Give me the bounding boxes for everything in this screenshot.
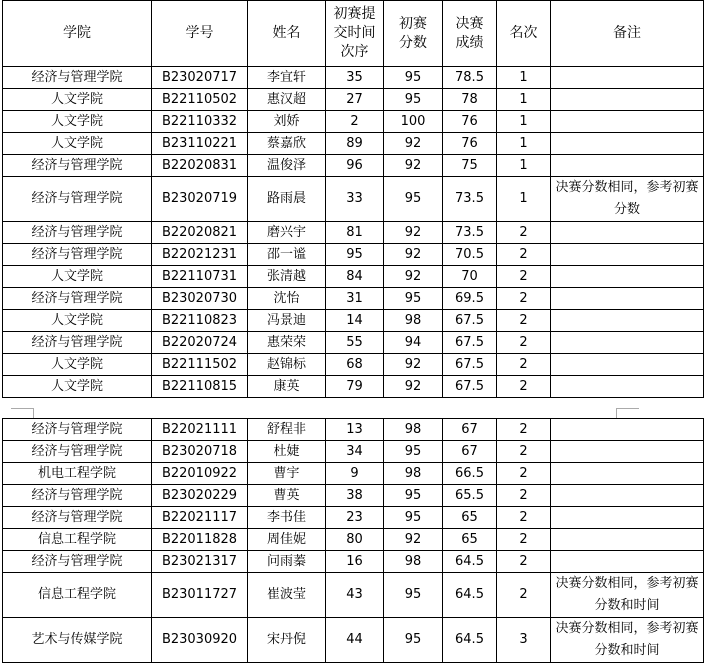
cell-submit-order: 23 [326,507,384,529]
cell-rank: 1 [497,133,551,155]
cell-note [551,244,704,266]
cell-college: 人文学院 [3,133,152,155]
table-row [3,529,704,551]
cell-prelim-score: 92 [384,266,443,288]
cell-submit-order: 68 [326,354,384,376]
cell-prelim-score: 92 [384,244,443,266]
header-submit-order: 初赛提 交时间 次序 [326,1,384,67]
header-student-id: 学号 [152,1,248,67]
cell-name: 刘娇 [248,111,326,133]
cell-prelim-score: 100 [384,111,443,133]
cell-submit-order: 44 [326,618,384,663]
cell-rank: 2 [497,288,551,310]
cell-rank: 3 [497,618,551,663]
cell-student-id: B23030920 [152,618,248,663]
cell-student-id: B22021231 [152,244,248,266]
cell-name: 蔡嘉欣 [248,133,326,155]
cell-final-score: 67 [443,419,497,441]
cell-name: 邵一谧 [248,244,326,266]
table-row [3,310,704,332]
cell-submit-order: 34 [326,441,384,463]
cell-college: 人文学院 [3,89,152,111]
cell-submit-order: 89 [326,133,384,155]
page-corner-mark-right [616,408,639,418]
cell-prelim-score: 92 [384,222,443,244]
cell-note [551,354,704,376]
header-name: 姓名 [248,1,326,67]
cell-final-score: 76 [443,133,497,155]
cell-note [551,89,704,111]
cell-prelim-score: 95 [384,288,443,310]
cell-note [551,463,704,485]
cell-prelim-score: 95 [384,507,443,529]
cell-college: 经济与管理学院 [3,244,152,266]
cell-college: 经济与管理学院 [3,485,152,507]
cell-college: 经济与管理学院 [3,332,152,354]
cell-student-id: B22020724 [152,332,248,354]
cell-prelim-score: 95 [384,618,443,663]
cell-note [551,222,704,244]
cell-student-id: B22111502 [152,354,248,376]
table-row [3,354,704,376]
cell-name: 曹英 [248,485,326,507]
cell-rank: 2 [497,463,551,485]
table-row [3,441,704,463]
cell-final-score: 76 [443,111,497,133]
cell-college: 艺术与传媒学院 [3,618,152,663]
cell-prelim-score: 94 [384,332,443,354]
cell-name: 赵锦标 [248,354,326,376]
cell-final-score: 67.5 [443,354,497,376]
cell-student-id: B23110221 [152,133,248,155]
cell-note [551,133,704,155]
cell-submit-order: 81 [326,222,384,244]
cell-note: 决赛分数相同，参考初赛分数和时间 [551,573,704,618]
cell-college: 人文学院 [3,111,152,133]
cell-prelim-score: 95 [384,441,443,463]
table-row [3,463,704,485]
cell-student-id: B23020229 [152,485,248,507]
cell-prelim-score: 95 [384,177,443,222]
header-rank: 名次 [497,1,551,67]
header-college: 学院 [3,1,152,67]
cell-name: 路雨晨 [248,177,326,222]
cell-student-id: B22110815 [152,376,248,398]
cell-final-score: 73.5 [443,177,497,222]
cell-rank: 2 [497,441,551,463]
cell-prelim-score: 92 [384,155,443,177]
table-row [3,155,704,177]
cell-note [551,310,704,332]
table-row [3,419,704,441]
cell-name: 惠汉超 [248,89,326,111]
cell-final-score: 66.5 [443,463,497,485]
cell-rank: 2 [497,573,551,618]
cell-rank: 1 [497,111,551,133]
cell-college: 经济与管理学院 [3,441,152,463]
cell-note [551,332,704,354]
cell-college: 信息工程学院 [3,529,152,551]
cell-submit-order: 9 [326,463,384,485]
cell-rank: 2 [497,485,551,507]
cell-college: 人文学院 [3,266,152,288]
cell-rank: 2 [497,529,551,551]
cell-final-score: 67 [443,441,497,463]
cell-name: 康英 [248,376,326,398]
cell-college: 人文学院 [3,376,152,398]
cell-rank: 1 [497,177,551,222]
cell-note [551,507,704,529]
cell-final-score: 65.5 [443,485,497,507]
cell-name: 舒程非 [248,419,326,441]
cell-final-score: 67.5 [443,376,497,398]
cell-submit-order: 80 [326,529,384,551]
cell-rank: 2 [497,222,551,244]
cell-student-id: B22020831 [152,155,248,177]
ranking-table-page-1 [2,0,704,398]
cell-prelim-score: 95 [384,89,443,111]
cell-rank: 2 [497,354,551,376]
cell-rank: 1 [497,155,551,177]
cell-college: 经济与管理学院 [3,288,152,310]
cell-prelim-score: 92 [384,133,443,155]
table-row [3,288,704,310]
cell-submit-order: 84 [326,266,384,288]
cell-final-score: 70.5 [443,244,497,266]
cell-college: 经济与管理学院 [3,419,152,441]
cell-student-id: B22011828 [152,529,248,551]
cell-rank: 2 [497,244,551,266]
cell-student-id: B22020821 [152,222,248,244]
table-row [3,222,704,244]
cell-name: 问雨蓁 [248,551,326,573]
table-row [3,67,704,89]
cell-note [551,551,704,573]
cell-submit-order: 16 [326,551,384,573]
cell-note [551,376,704,398]
cell-college: 经济与管理学院 [3,67,152,89]
cell-rank: 2 [497,551,551,573]
cell-name: 张清越 [248,266,326,288]
cell-name: 杜婕 [248,441,326,463]
cell-final-score: 64.5 [443,551,497,573]
cell-college: 经济与管理学院 [3,507,152,529]
cell-student-id: B23021317 [152,551,248,573]
table-row [3,507,704,529]
cell-prelim-score: 92 [384,529,443,551]
cell-name: 周佳妮 [248,529,326,551]
cell-note [551,419,704,441]
cell-rank: 2 [497,507,551,529]
header-note: 备注 [551,1,704,67]
cell-note [551,529,704,551]
cell-final-score: 65 [443,507,497,529]
cell-prelim-score: 98 [384,463,443,485]
cell-final-score: 67.5 [443,310,497,332]
cell-note: 决赛分数相同，参考初赛分数和时间 [551,618,704,663]
table-row [3,551,704,573]
table-row [3,89,704,111]
cell-note [551,111,704,133]
cell-name: 李宜轩 [248,67,326,89]
cell-submit-order: 27 [326,89,384,111]
table-row [3,618,704,663]
cell-submit-order: 31 [326,288,384,310]
cell-student-id: B23020719 [152,177,248,222]
cell-final-score: 78 [443,89,497,111]
cell-name: 惠荣荣 [248,332,326,354]
cell-prelim-score: 98 [384,310,443,332]
cell-student-id: B22010922 [152,463,248,485]
cell-college: 经济与管理学院 [3,551,152,573]
cell-name: 李书佳 [248,507,326,529]
cell-student-id: B22021117 [152,507,248,529]
cell-college: 人文学院 [3,354,152,376]
page-break [0,401,707,418]
cell-submit-order: 13 [326,419,384,441]
cell-student-id: B22110823 [152,310,248,332]
cell-submit-order: 55 [326,332,384,354]
table-row [3,332,704,354]
cell-name: 宋丹倪 [248,618,326,663]
cell-name: 冯景迪 [248,310,326,332]
cell-college: 人文学院 [3,310,152,332]
cell-final-score: 75 [443,155,497,177]
header-row [3,1,704,67]
cell-submit-order: 14 [326,310,384,332]
page-corner-mark-left [11,408,34,418]
cell-prelim-score: 92 [384,376,443,398]
table-row [3,111,704,133]
header-final-score: 决赛 成绩 [443,1,497,67]
table-row [3,133,704,155]
cell-rank: 2 [497,332,551,354]
cell-prelim-score: 92 [384,354,443,376]
cell-rank: 2 [497,310,551,332]
table-row [3,573,704,618]
cell-name: 曹宇 [248,463,326,485]
cell-final-score: 64.5 [443,618,497,663]
cell-name: 崔波莹 [248,573,326,618]
cell-submit-order: 2 [326,111,384,133]
cell-final-score: 69.5 [443,288,497,310]
cell-rank: 1 [497,89,551,111]
cell-note [551,485,704,507]
cell-student-id: B22110502 [152,89,248,111]
cell-name: 温俊泽 [248,155,326,177]
cell-note [551,67,704,89]
cell-submit-order: 95 [326,244,384,266]
cell-rank: 2 [497,419,551,441]
cell-note [551,288,704,310]
cell-note [551,441,704,463]
cell-note: 决赛分数相同，参考初赛分数 [551,177,704,222]
cell-final-score: 67.5 [443,332,497,354]
cell-note [551,155,704,177]
cell-rank: 1 [497,67,551,89]
cell-college: 经济与管理学院 [3,222,152,244]
ranking-table-page-2 [2,418,704,663]
cell-submit-order: 38 [326,485,384,507]
table-row [3,485,704,507]
cell-note [551,266,704,288]
cell-submit-order: 43 [326,573,384,618]
table-row [3,177,704,222]
cell-student-id: B22021111 [152,419,248,441]
cell-rank: 2 [497,376,551,398]
cell-prelim-score: 98 [384,551,443,573]
cell-submit-order: 96 [326,155,384,177]
cell-student-id: B23020718 [152,441,248,463]
cell-name: 磨兴宇 [248,222,326,244]
cell-college: 经济与管理学院 [3,155,152,177]
cell-student-id: B22110332 [152,111,248,133]
cell-prelim-score: 95 [384,485,443,507]
cell-submit-order: 35 [326,67,384,89]
cell-college: 经济与管理学院 [3,177,152,222]
cell-submit-order: 79 [326,376,384,398]
cell-final-score: 78.5 [443,67,497,89]
header-prelim-score: 初赛 分数 [384,1,443,67]
cell-submit-order: 33 [326,177,384,222]
cell-college: 信息工程学院 [3,573,152,618]
table-row [3,376,704,398]
cell-student-id: B22110731 [152,266,248,288]
cell-prelim-score: 95 [384,573,443,618]
cell-prelim-score: 95 [384,67,443,89]
table-row [3,244,704,266]
cell-student-id: B23020730 [152,288,248,310]
cell-student-id: B23011727 [152,573,248,618]
cell-final-score: 65 [443,529,497,551]
cell-rank: 2 [497,266,551,288]
cell-college: 机电工程学院 [3,463,152,485]
table-row [3,266,704,288]
cell-name: 沈怡 [248,288,326,310]
cell-student-id: B23020717 [152,67,248,89]
cell-prelim-score: 98 [384,419,443,441]
cell-final-score: 73.5 [443,222,497,244]
cell-final-score: 70 [443,266,497,288]
cell-final-score: 64.5 [443,573,497,618]
